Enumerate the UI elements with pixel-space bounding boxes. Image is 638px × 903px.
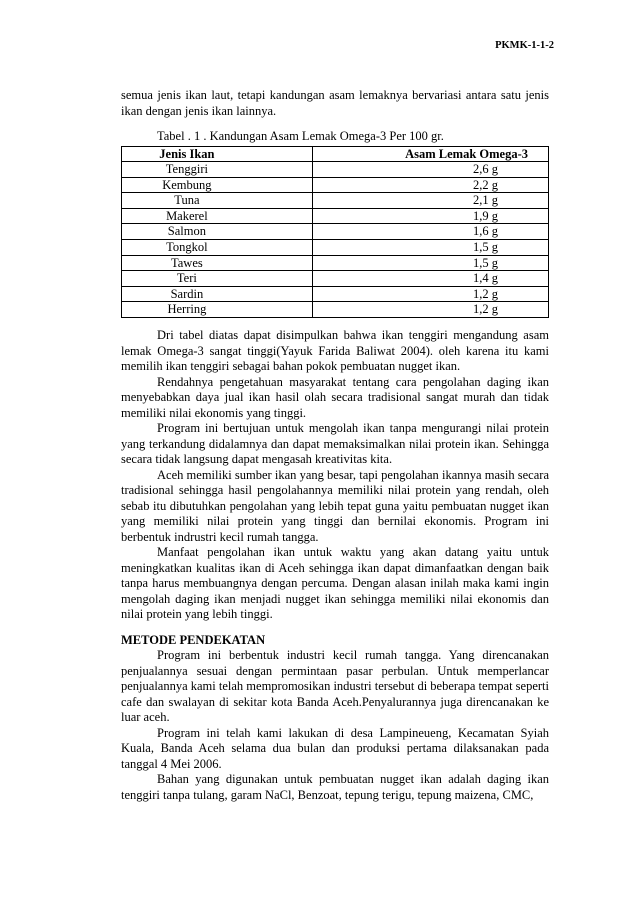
table-row [122,240,549,256]
section-paragraph: Program ini berbentuk industri kecil rumah tangga. Yang direncanakan penjualannya sesuai dengan permintaan pasar perbulan. Untuk memperlancar penjualannya kami telah mempromosikan industri tersebut di beberapa tempat seperti cafe dan swalayan di sekitar kota Banda Aceh.Penyalurannya juga direncanakan ke luar aceh. [121,648,549,725]
omega3-value: 1,6 g [312,224,548,240]
fish-name: Teri [122,271,313,287]
table-row [122,271,549,287]
body-paragraph: Rendahnya pengetahuan masyarakat tentang cara pengolahan daging ikan menyebabkan daya jual ikan hasil olah secara tradisional sangat murah dan tidak memiliki nilai ekonomis yang tinggi. [121,374,549,420]
column-header-omega3: Asam Lemak Omega-3 [312,146,548,162]
table-row [122,302,549,318]
table-row [122,193,549,209]
omega3-value: 1,2 g [312,286,548,302]
fish-name: Tuna [122,193,313,209]
table-row [122,255,549,271]
table-row [122,162,549,178]
table-caption: Tabel . 1 . Kandungan Asam Lemak Omega-3 Per 100 gr. [157,129,444,143]
document-code: PKMK-1-1-2 [495,40,554,51]
section-heading: METODE PENDEKATAN [121,632,266,647]
intro-paragraph: semua jenis ikan laut, tetapi kandungan asam lemaknya bervariasi antara satu jenis ikan dengan jenis ikan lainnya. [121,88,549,118]
fish-name: Tongkol [122,240,313,256]
table-row [122,208,549,224]
omega3-table [121,146,549,319]
section-paragraph: Bahan yang digunakan untuk pembuatan nugget ikan adalah daging ikan tenggiri tanpa tulang, garam NaCl, Benzoat, tepung terigu, tepung maizena, CMC, [121,772,549,802]
table-header-row [122,146,549,162]
body-paragraph: Aceh memiliki sumber ikan yang besar, tapi pengolahan ikannya masih secara tradisional sehingga hasil pengolahannya memiliki nilai protein yang rendah, oleh sebab itu dibutuhkan pengolahan yang lebih tepat guna yaitu pembuatan nugget ikan yang memiliki nilai protein yang tinggi dan bernilai ekonomis. Program ini berbentuk indrustri kecil rumah tangga. [121,467,549,544]
fish-name: Tawes [122,255,313,271]
fish-name: Makerel [122,208,313,224]
body-paragraph: Manfaat pengolahan ikan untuk waktu yang akan datang yaitu untuk meningkatkan kualitas ikan di Aceh sehingga ikan dapat dimanfaatkan dengan baik tanpa harus membuangnya dengan percuma. Dengan alasan inilah maka kami ingin mengolah daging ikan menjadi nugget ikan sehingga memiliki nilai ekonomis dan nilai protein yang lebih tinggi. [121,545,549,622]
omega3-value: 1,2 g [312,302,548,318]
column-header-fish: Jenis Ikan [122,146,313,162]
fish-name: Sardin [122,286,313,302]
omega3-value: 2,6 g [312,162,548,178]
body-paragraph: Dri tabel diatas dapat disimpulkan bahwa ikan tenggiri mengandung asam lemak Omega-3 sangat tinggi(Yayuk Farida Baliwat 2004). oleh karena itu kami memilih ikan tenggiri sebagai bahan pokok pembuatan nugget ikan. [121,328,549,374]
table-row [122,286,549,302]
omega3-value: 1,9 g [312,208,548,224]
omega3-value: 1,5 g [312,255,548,271]
fish-name: Kembung [122,177,313,193]
omega3-value: 1,4 g [312,271,548,287]
body-text [121,328,549,623]
fish-name: Salmon [122,224,313,240]
section-paragraph: Program ini telah kami lakukan di desa Lampineueng, Kecamatan Syiah Kuala, Banda Aceh selama dua bulan dan produksi pertama dilaksanakan pada tanggal 4 Mei 2006. [121,725,549,771]
omega3-value: 1,5 g [312,240,548,256]
fish-name: Herring [122,302,313,318]
omega3-value: 2,2 g [312,177,548,193]
fish-name: Tenggiri [122,162,313,178]
table-row [122,224,549,240]
omega3-value: 2,1 g [312,193,548,209]
body-paragraph: Program ini bertujuan untuk mengolah ikan tanpa mengurangi nilai protein yang terkandung didalamnya dan dapat memaksimalkan nilai protein ikan. Sehingga secara tidak langsung dapat mengasah kreativitas kita. [121,421,549,467]
page-content [121,88,549,803]
table-row [122,177,549,193]
